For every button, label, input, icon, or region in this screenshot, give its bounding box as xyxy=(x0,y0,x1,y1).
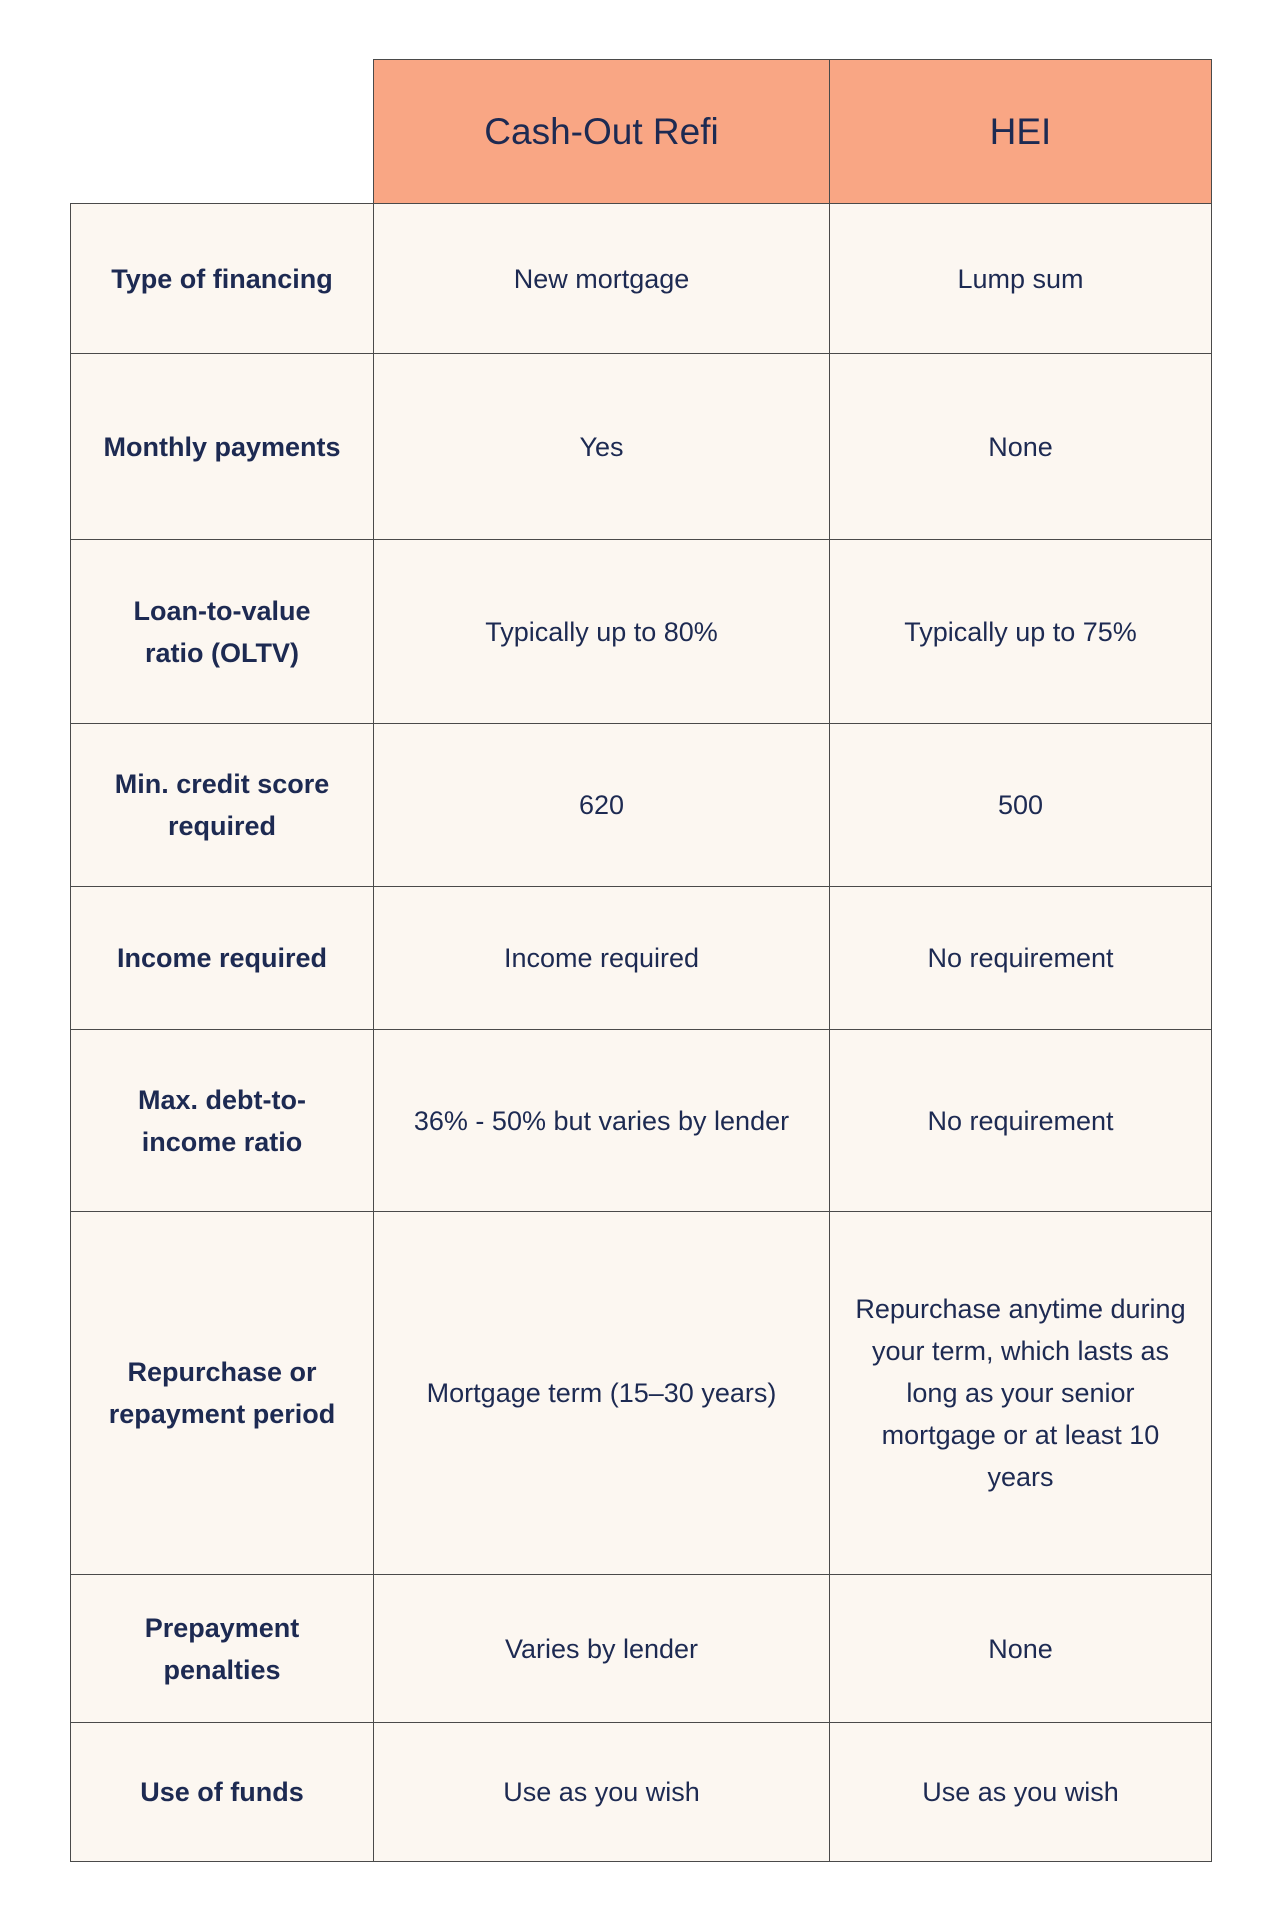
row-label-text: Monthly payments xyxy=(103,431,341,462)
table-cell-text: Yes xyxy=(579,431,624,462)
column-header xyxy=(373,59,830,204)
table-cell-text: 36% - 50% but varies by lender xyxy=(413,1105,790,1136)
column-header-text: Cash-Out Refi xyxy=(484,110,719,152)
row-label xyxy=(70,1029,374,1212)
table-cell xyxy=(829,203,1212,354)
table-cell xyxy=(829,353,1212,540)
row-label xyxy=(70,723,374,887)
row-label xyxy=(70,1211,374,1575)
table-cell-text: None xyxy=(988,1633,1053,1664)
table-cell xyxy=(829,1574,1212,1723)
table-cell xyxy=(373,1722,830,1862)
table-cell-text: No requirement xyxy=(927,943,1114,973)
table-cell-text: Use as you wish xyxy=(922,1777,1119,1807)
table-cell xyxy=(373,1574,830,1723)
row-label-text: Loan-to-value ratio (OLTV) xyxy=(133,595,311,668)
table-cell-text: Mortgage term (15–30 years) xyxy=(426,1378,777,1408)
row-label-text: Min. credit score required xyxy=(114,769,330,841)
table-cell xyxy=(829,539,1212,724)
row-label-text: Repurchase or repayment period xyxy=(108,1357,336,1429)
row-label xyxy=(70,1574,374,1723)
table-cell-text: Typically up to 75% xyxy=(904,616,1137,647)
table-cell-text: Use as you wish xyxy=(503,1777,700,1807)
table-cell-text: New mortgage xyxy=(513,263,690,294)
table-cell-text: No requirement xyxy=(927,1105,1114,1136)
table-cell xyxy=(373,203,830,354)
row-label-text: Income required xyxy=(116,943,328,973)
table-cell xyxy=(829,1211,1212,1575)
row-label xyxy=(70,203,374,354)
table-cell xyxy=(373,1211,830,1575)
table-cell-text: 620 xyxy=(578,790,625,820)
row-label-text: Max. debt-to-income ratio xyxy=(138,1084,306,1157)
row-label xyxy=(70,353,374,540)
row-label xyxy=(70,1722,374,1862)
table-cell-text: Repurchase anytime during your term, which lasts as long as your senior mortgage or at least 10 years xyxy=(855,1294,1186,1492)
row-label-text: Use of funds xyxy=(140,1777,304,1807)
table-cell-text: 500 xyxy=(997,790,1044,820)
table-cell xyxy=(829,723,1212,887)
table-cell-text: Income required xyxy=(503,943,700,973)
table-cell xyxy=(373,723,830,887)
row-label xyxy=(70,539,374,724)
row-label-text: Prepayment penalties xyxy=(144,1612,300,1685)
table-cell xyxy=(829,1029,1212,1212)
table-cell-text: Typically up to 80% xyxy=(485,616,718,647)
table-cell-text: Lump sum xyxy=(957,263,1084,294)
table-cell xyxy=(373,886,830,1030)
table-cell xyxy=(829,886,1212,1030)
table-cell-text: Varies by lender xyxy=(504,1633,699,1664)
column-header xyxy=(829,59,1212,204)
table-cell-text: None xyxy=(988,431,1053,462)
row-label-text: Type of financing xyxy=(111,263,333,294)
table-cell xyxy=(829,1722,1212,1862)
column-header-text: HEI xyxy=(989,110,1052,152)
table-cell xyxy=(373,539,830,724)
row-label xyxy=(70,886,374,1030)
table-cell xyxy=(373,353,830,540)
table-cell xyxy=(373,1029,830,1212)
